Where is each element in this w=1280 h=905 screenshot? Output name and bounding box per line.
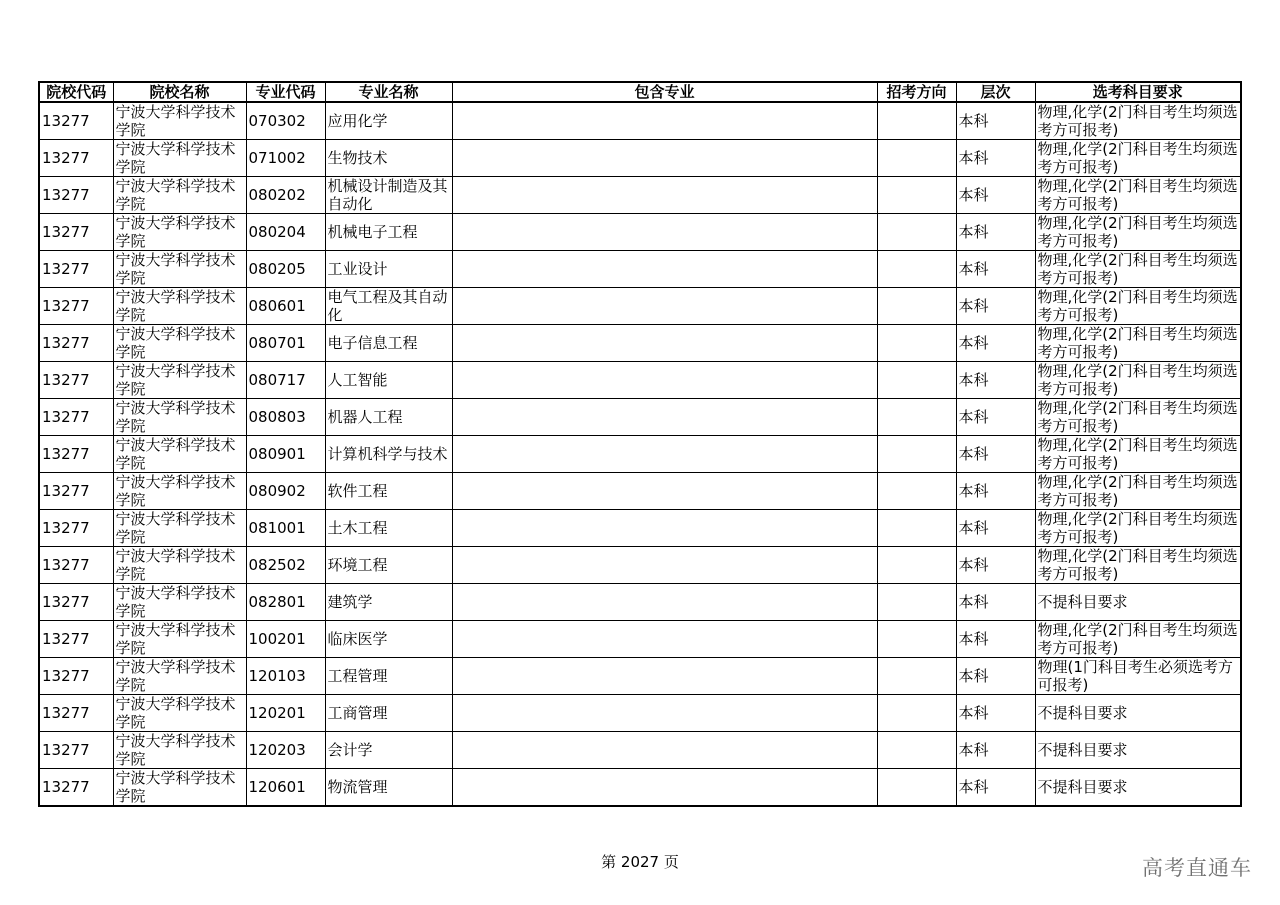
cell-major-name: 会计学 [325, 732, 452, 769]
cell-major-code: 120201 [246, 695, 325, 732]
cell-school-name: 宁波大学科学技术学院 [113, 399, 246, 436]
cell-level: 本科 [956, 732, 1035, 769]
header-major-code: 专业代码 [246, 82, 325, 102]
table-row [39, 732, 1241, 769]
cell-major-code: 071002 [246, 140, 325, 177]
cell-major-code: 080601 [246, 288, 325, 325]
cell-level: 本科 [956, 362, 1035, 399]
table-row [39, 510, 1241, 547]
cell-major-code: 120103 [246, 658, 325, 695]
cell-level: 本科 [956, 325, 1035, 362]
cell-subject-requirement: 物理,化学(2门科目考生均须选考方可报考) [1035, 510, 1241, 547]
cell-subject-requirement: 物理,化学(2门科目考生均须选考方可报考) [1035, 140, 1241, 177]
cell-school-name: 宁波大学科学技术学院 [113, 251, 246, 288]
cell-school-name: 宁波大学科学技术学院 [113, 362, 246, 399]
cell-major-code: 080902 [246, 473, 325, 510]
cell-included-majors [452, 177, 877, 214]
cell-subject-requirement: 物理,化学(2门科目考生均须选考方可报考) [1035, 473, 1241, 510]
cell-direction [877, 621, 956, 658]
cell-subject-requirement: 物理,化学(2门科目考生均须选考方可报考) [1035, 251, 1241, 288]
cell-included-majors [452, 510, 877, 547]
header-included-majors: 包含专业 [452, 82, 877, 102]
cell-school-code: 13277 [39, 177, 113, 214]
cell-direction [877, 695, 956, 732]
cell-direction [877, 732, 956, 769]
cell-level: 本科 [956, 288, 1035, 325]
cell-direction [877, 399, 956, 436]
cell-direction [877, 251, 956, 288]
cell-subject-requirement: 物理,化学(2门科目考生均须选考方可报考) [1035, 362, 1241, 399]
cell-subject-requirement: 物理,化学(2门科目考生均须选考方可报考) [1035, 621, 1241, 658]
cell-major-name: 人工智能 [325, 362, 452, 399]
cell-school-name: 宁波大学科学技术学院 [113, 473, 246, 510]
cell-major-name: 应用化学 [325, 102, 452, 140]
cell-direction [877, 288, 956, 325]
cell-direction [877, 325, 956, 362]
cell-school-code: 13277 [39, 621, 113, 658]
cell-school-code: 13277 [39, 510, 113, 547]
cell-major-name: 工商管理 [325, 695, 452, 732]
cell-major-code: 080205 [246, 251, 325, 288]
cell-major-code: 080701 [246, 325, 325, 362]
cell-major-code: 080803 [246, 399, 325, 436]
cell-subject-requirement: 不提科目要求 [1035, 769, 1241, 807]
table-row [39, 288, 1241, 325]
cell-school-name: 宁波大学科学技术学院 [113, 214, 246, 251]
page-number: 第 2027 页 [601, 853, 679, 871]
cell-direction [877, 362, 956, 399]
table-row [39, 436, 1241, 473]
cell-level: 本科 [956, 584, 1035, 621]
table-row [39, 584, 1241, 621]
cell-direction [877, 547, 956, 584]
cell-included-majors [452, 695, 877, 732]
cell-school-name: 宁波大学科学技术学院 [113, 547, 246, 584]
cell-level: 本科 [956, 547, 1035, 584]
cell-school-code: 13277 [39, 695, 113, 732]
cell-direction [877, 584, 956, 621]
cell-included-majors [452, 547, 877, 584]
cell-direction [877, 102, 956, 140]
cell-level: 本科 [956, 102, 1035, 140]
cell-major-code: 080202 [246, 177, 325, 214]
cell-major-name: 建筑学 [325, 584, 452, 621]
cell-major-name: 临床医学 [325, 621, 452, 658]
cell-school-code: 13277 [39, 251, 113, 288]
header-direction: 招考方向 [877, 82, 956, 102]
watermark-text: 高考直通车 [1142, 856, 1252, 880]
cell-school-name: 宁波大学科学技术学院 [113, 584, 246, 621]
cell-subject-requirement: 物理,化学(2门科目考生均须选考方可报考) [1035, 399, 1241, 436]
table-row [39, 473, 1241, 510]
cell-school-name: 宁波大学科学技术学院 [113, 658, 246, 695]
table-row [39, 658, 1241, 695]
cell-major-name: 环境工程 [325, 547, 452, 584]
cell-major-name: 生物技术 [325, 140, 452, 177]
cell-subject-requirement: 物理,化学(2门科目考生均须选考方可报考) [1035, 102, 1241, 140]
cell-subject-requirement: 物理,化学(2门科目考生均须选考方可报考) [1035, 288, 1241, 325]
table-row [39, 214, 1241, 251]
cell-major-code: 080204 [246, 214, 325, 251]
cell-subject-requirement: 不提科目要求 [1035, 695, 1241, 732]
table-body [39, 102, 1241, 806]
cell-school-name: 宁波大学科学技术学院 [113, 140, 246, 177]
cell-included-majors [452, 288, 877, 325]
cell-included-majors [452, 584, 877, 621]
cell-school-code: 13277 [39, 547, 113, 584]
cell-level: 本科 [956, 399, 1035, 436]
cell-included-majors [452, 362, 877, 399]
cell-major-name: 机器人工程 [325, 399, 452, 436]
cell-major-name: 工程管理 [325, 658, 452, 695]
cell-included-majors [452, 769, 877, 807]
header-school-name: 院校名称 [113, 82, 246, 102]
table-row [39, 695, 1241, 732]
cell-subject-requirement: 物理,化学(2门科目考生均须选考方可报考) [1035, 436, 1241, 473]
cell-major-name: 计算机科学与技术 [325, 436, 452, 473]
cell-included-majors [452, 102, 877, 140]
cell-school-name: 宁波大学科学技术学院 [113, 288, 246, 325]
cell-level: 本科 [956, 695, 1035, 732]
table-row [39, 251, 1241, 288]
cell-major-code: 070302 [246, 102, 325, 140]
cell-included-majors [452, 732, 877, 769]
header-level: 层次 [956, 82, 1035, 102]
cell-school-code: 13277 [39, 436, 113, 473]
cell-subject-requirement: 物理,化学(2门科目考生均须选考方可报考) [1035, 214, 1241, 251]
cell-level: 本科 [956, 436, 1035, 473]
cell-school-name: 宁波大学科学技术学院 [113, 621, 246, 658]
cell-included-majors [452, 399, 877, 436]
cell-school-code: 13277 [39, 325, 113, 362]
table-row [39, 177, 1241, 214]
table-row [39, 140, 1241, 177]
cell-major-code: 082502 [246, 547, 325, 584]
cell-major-code: 082801 [246, 584, 325, 621]
cell-school-code: 13277 [39, 473, 113, 510]
cell-school-name: 宁波大学科学技术学院 [113, 436, 246, 473]
cell-level: 本科 [956, 621, 1035, 658]
cell-school-code: 13277 [39, 362, 113, 399]
admissions-table [38, 81, 1242, 807]
cell-school-code: 13277 [39, 584, 113, 621]
cell-included-majors [452, 473, 877, 510]
cell-school-name: 宁波大学科学技术学院 [113, 510, 246, 547]
cell-major-code: 081001 [246, 510, 325, 547]
table-row [39, 399, 1241, 436]
cell-subject-requirement: 物理,化学(2门科目考生均须选考方可报考) [1035, 325, 1241, 362]
header-major-name: 专业名称 [325, 82, 452, 102]
cell-direction [877, 658, 956, 695]
table-row [39, 621, 1241, 658]
cell-school-name: 宁波大学科学技术学院 [113, 695, 246, 732]
cell-included-majors [452, 436, 877, 473]
table-row [39, 325, 1241, 362]
cell-subject-requirement: 物理(1门科目考生必须选考方可报考) [1035, 658, 1241, 695]
cell-school-name: 宁波大学科学技术学院 [113, 102, 246, 140]
cell-level: 本科 [956, 510, 1035, 547]
cell-level: 本科 [956, 473, 1035, 510]
cell-major-name: 工业设计 [325, 251, 452, 288]
cell-school-name: 宁波大学科学技术学院 [113, 325, 246, 362]
cell-level: 本科 [956, 769, 1035, 807]
cell-school-name: 宁波大学科学技术学院 [113, 732, 246, 769]
cell-direction [877, 473, 956, 510]
cell-direction [877, 140, 956, 177]
cell-major-name: 电子信息工程 [325, 325, 452, 362]
cell-included-majors [452, 325, 877, 362]
cell-level: 本科 [956, 214, 1035, 251]
cell-major-code: 120203 [246, 732, 325, 769]
cell-direction [877, 436, 956, 473]
cell-subject-requirement: 不提科目要求 [1035, 584, 1241, 621]
cell-level: 本科 [956, 658, 1035, 695]
cell-school-code: 13277 [39, 288, 113, 325]
cell-major-name: 物流管理 [325, 769, 452, 807]
cell-school-code: 13277 [39, 658, 113, 695]
cell-level: 本科 [956, 140, 1035, 177]
cell-school-name: 宁波大学科学技术学院 [113, 769, 246, 807]
cell-major-code: 100201 [246, 621, 325, 658]
cell-included-majors [452, 140, 877, 177]
cell-school-code: 13277 [39, 102, 113, 140]
cell-level: 本科 [956, 251, 1035, 288]
cell-major-name: 软件工程 [325, 473, 452, 510]
cell-included-majors [452, 214, 877, 251]
cell-school-code: 13277 [39, 399, 113, 436]
cell-major-code: 080717 [246, 362, 325, 399]
cell-major-code: 120601 [246, 769, 325, 807]
cell-direction [877, 510, 956, 547]
cell-direction [877, 177, 956, 214]
table-header-row [39, 82, 1241, 102]
cell-major-code: 080901 [246, 436, 325, 473]
cell-included-majors [452, 658, 877, 695]
header-subject-requirement: 选考科目要求 [1035, 82, 1241, 102]
table-row [39, 102, 1241, 140]
cell-major-name: 电气工程及其自动化 [325, 288, 452, 325]
cell-included-majors [452, 621, 877, 658]
cell-included-majors [452, 251, 877, 288]
cell-school-name: 宁波大学科学技术学院 [113, 177, 246, 214]
cell-school-code: 13277 [39, 732, 113, 769]
cell-subject-requirement: 物理,化学(2门科目考生均须选考方可报考) [1035, 547, 1241, 584]
cell-school-code: 13277 [39, 214, 113, 251]
cell-major-name: 机械设计制造及其自动化 [325, 177, 452, 214]
cell-major-name: 土木工程 [325, 510, 452, 547]
cell-subject-requirement: 物理,化学(2门科目考生均须选考方可报考) [1035, 177, 1241, 214]
table-row [39, 769, 1241, 807]
cell-subject-requirement: 不提科目要求 [1035, 732, 1241, 769]
cell-major-name: 机械电子工程 [325, 214, 452, 251]
cell-school-code: 13277 [39, 769, 113, 807]
table-row [39, 547, 1241, 584]
cell-level: 本科 [956, 177, 1035, 214]
cell-direction [877, 214, 956, 251]
cell-school-code: 13277 [39, 140, 113, 177]
table-row [39, 362, 1241, 399]
header-school-code: 院校代码 [39, 82, 113, 102]
cell-direction [877, 769, 956, 807]
